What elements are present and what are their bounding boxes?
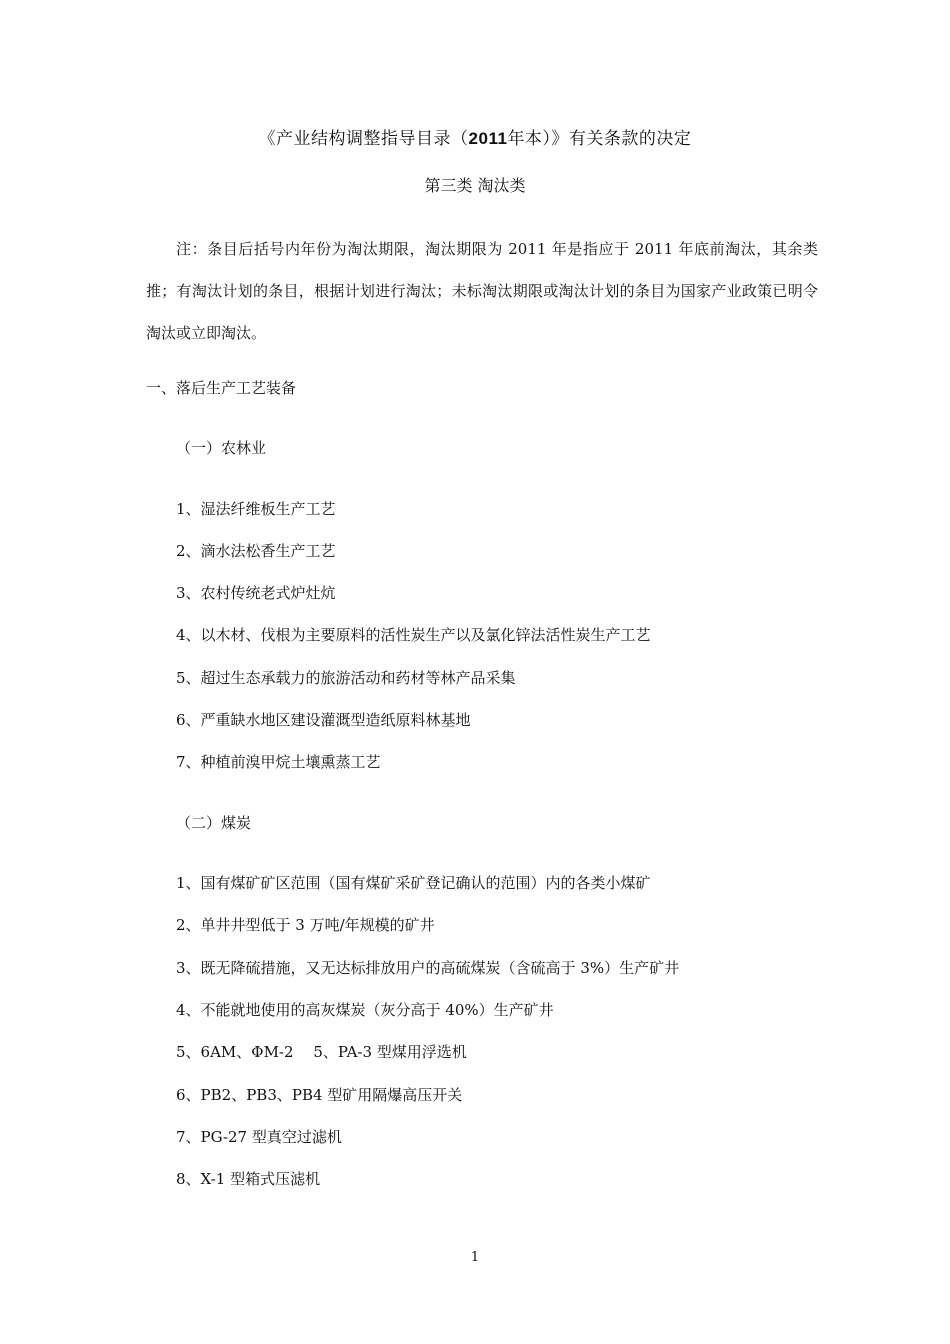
list-item: 1、湿法纤维板生产工艺 bbox=[176, 500, 336, 518]
list-item: 1、国有煤矿矿区范围（国有煤矿采矿登记确认的范围）内的各类小煤矿 bbox=[176, 874, 651, 892]
list-item: 5、6AM、ΦM-2 5、PA-3 型煤用浮选机 bbox=[176, 1043, 467, 1061]
document-title bbox=[0, 124, 950, 149]
list-item: 2、单井井型低于 3 万吨/年规模的矿井 bbox=[176, 916, 435, 934]
page-number: 1 bbox=[470, 1250, 480, 1265]
section-heading: 一、落后生产工艺装备 bbox=[146, 379, 297, 397]
title-year: 2011 bbox=[468, 129, 508, 148]
list-item: 7、种植前溴甲烷土壤熏蒸工艺 bbox=[176, 753, 381, 771]
subsection-heading-agriculture: （一）农林业 bbox=[176, 439, 267, 457]
list-item: 3、既无降硫措施，又无达标排放用户的高硫煤炭（含硫高于 3%）生产矿井 bbox=[176, 959, 680, 977]
list-item: 2、滴水法松香生产工艺 bbox=[176, 542, 336, 560]
list-item: 4、以木材、伐根为主要原料的活性炭生产以及氯化锌法活性炭生产工艺 bbox=[176, 626, 651, 644]
list-item: 5、超过生态承载力的旅游活动和药材等林产品采集 bbox=[176, 669, 516, 687]
list-item: 8、X-1 型箱式压滤机 bbox=[176, 1170, 321, 1188]
list-item: 4、不能就地使用的高灰煤炭（灰分高于 40%）生产矿井 bbox=[176, 1001, 554, 1019]
title-suffix: 年本）》有关条款的决定 bbox=[507, 129, 692, 149]
list-item: 3、农村传统老式炉灶炕 bbox=[176, 584, 336, 602]
list-item: 6、PB2、PB3、PB4 型矿用隔爆高压开关 bbox=[176, 1086, 463, 1104]
list-item: 6、严重缺水地区建设灌溉型造纸原料林基地 bbox=[176, 711, 471, 729]
note-paragraph: 注：条目后括号内年份为淘汰期限，淘汰期限为 2011 年是指应于 2011 年底前淘汰，其余类推；有淘汰计划的条目，根据计划进行淘汰；未标淘汰期限或淘汰计划的条目为国家产业政策已明令淘汰或立即淘汰。 bbox=[146, 240, 818, 342]
title-prefix: 《产业结构调整指导目录（ bbox=[258, 129, 469, 149]
subsection-heading-coal: （二）煤炭 bbox=[176, 814, 252, 832]
document-subtitle: 第三类 淘汰类 bbox=[424, 176, 526, 195]
list-item: 7、PG-27 型真空过滤机 bbox=[176, 1128, 342, 1146]
